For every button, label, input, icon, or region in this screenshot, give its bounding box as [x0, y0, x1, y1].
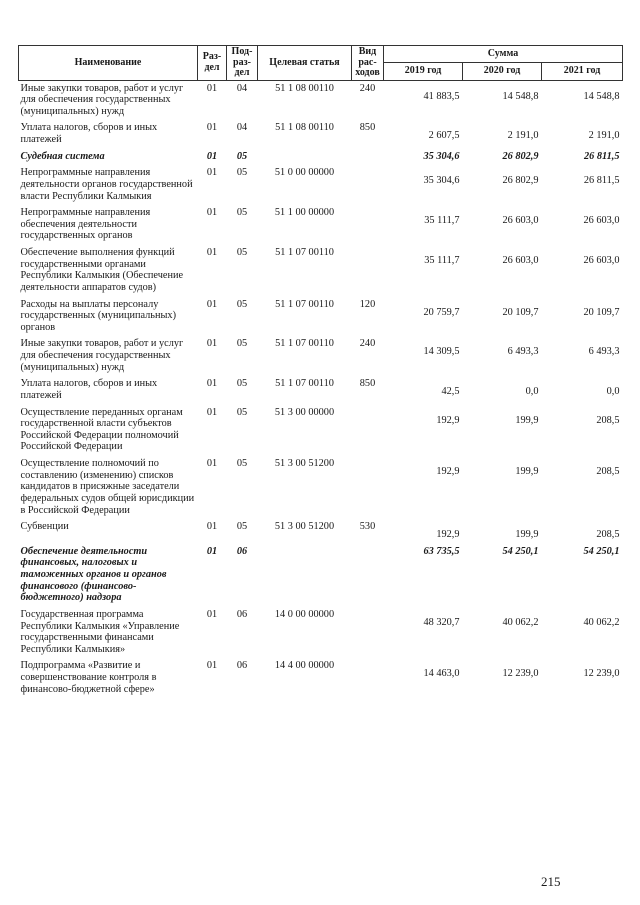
row-podrazdel: 05 — [236, 338, 248, 350]
row-vid: 120 — [359, 298, 376, 310]
row-target: 14 0 00 00000 — [274, 608, 335, 620]
row-vid: 530 — [359, 521, 376, 533]
row-name: Подпрограмма «Развитие и совершенствование контроля в финансово-бюджетной сфере» — [20, 660, 157, 695]
table-row — [19, 297, 623, 337]
row-sum-2020: 26 802,9 — [502, 150, 539, 162]
row-sum-2021: 26 811,5 — [584, 150, 620, 162]
row-podrazdel: 05 — [236, 458, 248, 469]
row-target: 51 3 00 00000 — [274, 406, 335, 418]
row-target: 14 4 00 00000 — [274, 660, 335, 672]
row-razdel: 01 — [206, 122, 218, 134]
row-razdel: 01 — [206, 406, 218, 418]
row-sum-2019: 48 320,7 — [423, 616, 460, 628]
row-vid: 240 — [359, 338, 376, 350]
row-sum-2020: 6 493,3 — [507, 346, 539, 358]
row-razdel: 01 — [206, 82, 218, 94]
row-sum-2020: 199,9 — [515, 466, 539, 477]
row-sum-2019: 20 759,7 — [423, 306, 460, 318]
row-sum-2021: 26 811,5 — [583, 175, 620, 187]
header-target: Целевая статья — [258, 46, 352, 81]
row-name: Осуществление переданных органам государственной власти субъектов Российской Федерации полномочий Российской Федерации — [20, 406, 183, 453]
row-podrazdel: 05 — [236, 378, 248, 390]
row-sum-2020: 0,0 — [525, 386, 539, 398]
table-row — [19, 245, 623, 297]
row-podrazdel: 06 — [236, 545, 248, 557]
header-year-2019: 2019 год — [384, 63, 463, 80]
header-year-2020: 2020 год — [463, 63, 542, 80]
row-podrazdel: 05 — [236, 247, 248, 258]
header-sum: Сумма — [384, 46, 623, 63]
budget-table — [18, 45, 623, 698]
row-sum-2019: 35 111,7 — [424, 215, 460, 227]
row-sum-2021: 26 603,0 — [583, 255, 620, 266]
row-sum-2020: 12 239,0 — [502, 668, 539, 680]
row-sum-2019: 42,5 — [441, 386, 460, 398]
row-razdel: 01 — [206, 608, 218, 620]
row-sum-2020: 20 109,7 — [502, 306, 539, 318]
row-vid — [352, 658, 384, 698]
row-razdel: 01 — [206, 167, 218, 179]
row-sum-2021: 208,5 — [596, 466, 620, 477]
row-target: 51 0 00 00000 — [274, 167, 335, 179]
header-vid: Вид рас-ходов — [352, 46, 384, 81]
row-sum-2019: 35 111,7 — [424, 255, 460, 266]
row-razdel: 01 — [206, 660, 218, 672]
row-razdel: 01 — [206, 150, 218, 162]
row-target: 51 3 00 51200 — [274, 458, 335, 469]
row-sum-2019: 192,9 — [436, 529, 460, 541]
row-sum-2020: 199,9 — [515, 414, 539, 426]
page-number: 215 — [541, 874, 561, 889]
row-razdel: 01 — [206, 521, 218, 533]
table-row — [19, 456, 623, 519]
row-sum-2021: 14 548,8 — [583, 90, 620, 102]
row-name: Государственная программа Республики Калмыкия «Управление государственными финансами Республики Калмыкия» — [20, 608, 180, 655]
row-name: Иные закупки товаров, работ и услуг для обеспечения государственных (муниципальных) нужд — [20, 82, 184, 117]
row-name: Иные закупки товаров, работ и услуг для обеспечения государственных (муниципальных) нужд — [20, 338, 184, 373]
row-sum-2019: 63 735,5 — [423, 545, 460, 557]
row-sum-2020: 26 603,0 — [502, 255, 539, 266]
row-target: 51 1 07 00110 — [275, 338, 334, 350]
row-name: Непрограммные направления обеспечения деятельности государственных органов — [20, 207, 151, 242]
row-podrazdel: 06 — [236, 608, 248, 620]
row-vid — [352, 607, 384, 659]
row-name: Обеспечение деятельности финансовых, налоговых и таможенных органов и органов финансового (финансово-бюджетного) надзора — [20, 545, 167, 604]
row-vid: 850 — [359, 122, 376, 134]
row-vid — [352, 544, 384, 607]
row-target — [258, 544, 352, 607]
row-sum-2021: 54 250,1 — [583, 545, 620, 557]
table-row — [19, 149, 623, 166]
row-razdel: 01 — [206, 545, 218, 557]
row-sum-2019: 2 607,5 — [428, 130, 460, 142]
header-year-2021: 2021 год — [542, 63, 623, 80]
row-name: Уплата налогов, сборов и иных платежей — [20, 122, 158, 145]
row-razdel: 01 — [206, 298, 218, 310]
table-row — [19, 120, 623, 148]
row-sum-2020: 2 191,0 — [507, 130, 539, 142]
row-sum-2019: 192,9 — [436, 466, 460, 477]
row-razdel: 01 — [206, 247, 218, 258]
row-target: 51 1 07 00110 — [275, 298, 334, 310]
row-podrazdel: 05 — [236, 167, 248, 179]
table-body — [19, 80, 623, 698]
row-vid — [352, 205, 384, 245]
row-sum-2020: 199,9 — [515, 529, 539, 541]
row-sum-2020: 26 802,9 — [502, 175, 539, 187]
row-sum-2019: 35 304,6 — [423, 150, 460, 162]
row-sum-2020: 26 603,0 — [502, 215, 539, 227]
table-row — [19, 658, 623, 698]
row-name: Судебная система — [20, 150, 105, 162]
row-vid: 850 — [359, 378, 376, 390]
row-vid — [352, 165, 384, 205]
header-podrazdel: Под-раз-дел — [227, 46, 258, 81]
row-vid — [352, 245, 384, 297]
row-razdel: 01 — [206, 458, 218, 469]
row-target: 51 3 00 51200 — [274, 521, 335, 533]
row-sum-2021: 6 493,3 — [588, 346, 620, 358]
row-sum-2020: 54 250,1 — [502, 545, 539, 557]
row-vid — [352, 405, 384, 457]
table-row — [19, 336, 623, 376]
row-sum-2021: 208,5 — [596, 414, 620, 426]
row-podrazdel: 04 — [236, 122, 248, 134]
row-podrazdel: 06 — [236, 660, 248, 672]
row-razdel: 01 — [206, 378, 218, 390]
row-razdel: 01 — [206, 207, 218, 219]
row-target: 51 1 08 00110 — [275, 82, 334, 94]
header-name: Наименование — [19, 46, 198, 81]
row-sum-2021: 26 603,0 — [583, 215, 620, 227]
row-sum-2021: 12 239,0 — [583, 668, 620, 680]
row-target — [258, 149, 352, 166]
row-name: Расходы на выплаты персоналу государственных (муниципальных) органов — [20, 298, 177, 333]
row-vid: 240 — [359, 82, 376, 94]
row-sum-2019: 14 463,0 — [423, 668, 460, 680]
row-podrazdel: 05 — [236, 406, 248, 418]
row-sum-2019: 192,9 — [436, 414, 460, 426]
row-sum-2019: 35 304,6 — [423, 175, 460, 187]
row-target: 51 1 08 00110 — [275, 122, 334, 134]
header-razdel: Раз-дел — [198, 46, 227, 81]
row-podrazdel: 04 — [236, 82, 248, 94]
row-target: 51 1 07 00110 — [275, 378, 334, 390]
row-sum-2019: 41 883,5 — [423, 90, 460, 102]
table-row — [19, 544, 623, 607]
row-podrazdel: 05 — [236, 150, 248, 162]
table-row — [19, 205, 623, 245]
row-razdel: 01 — [206, 338, 218, 350]
row-sum-2021: 20 109,7 — [583, 306, 620, 318]
row-name: Субвенции — [20, 521, 69, 533]
row-name: Обеспечение выполнения функций государственными органами Республики Калмыкия (Обеспечение деятельности аппаратов судов) — [20, 247, 184, 293]
row-podrazdel: 05 — [236, 298, 248, 310]
row-sum-2021: 2 191,0 — [588, 130, 620, 142]
table-row — [19, 376, 623, 404]
row-sum-2020: 14 548,8 — [502, 90, 539, 102]
row-name: Осуществление полномочий по составлению (изменению) списков кандидатов в присяжные заседатели федеральных судов общей юрисдикции в Российской Федерации — [20, 458, 195, 516]
row-sum-2021: 40 062,2 — [583, 616, 620, 628]
row-target: 51 1 07 00110 — [275, 247, 334, 258]
table-header — [19, 46, 623, 81]
row-sum-2021: 0,0 — [606, 386, 620, 398]
row-sum-2020: 40 062,2 — [502, 616, 539, 628]
table-row — [19, 405, 623, 457]
table-row — [19, 165, 623, 205]
row-vid — [352, 149, 384, 166]
row-vid — [352, 456, 384, 519]
table-row — [19, 519, 623, 544]
row-target: 51 1 00 00000 — [274, 207, 335, 219]
table-row — [19, 80, 623, 120]
row-podrazdel: 05 — [236, 207, 248, 219]
row-podrazdel: 05 — [236, 521, 248, 533]
row-sum-2021: 208,5 — [596, 529, 620, 541]
row-sum-2019: 14 309,5 — [423, 346, 460, 358]
table-row — [19, 607, 623, 659]
row-name: Уплата налогов, сборов и иных платежей — [20, 378, 158, 401]
row-name: Непрограммные направления деятельности органов государственной власти Республики Калмыкия — [20, 167, 193, 202]
